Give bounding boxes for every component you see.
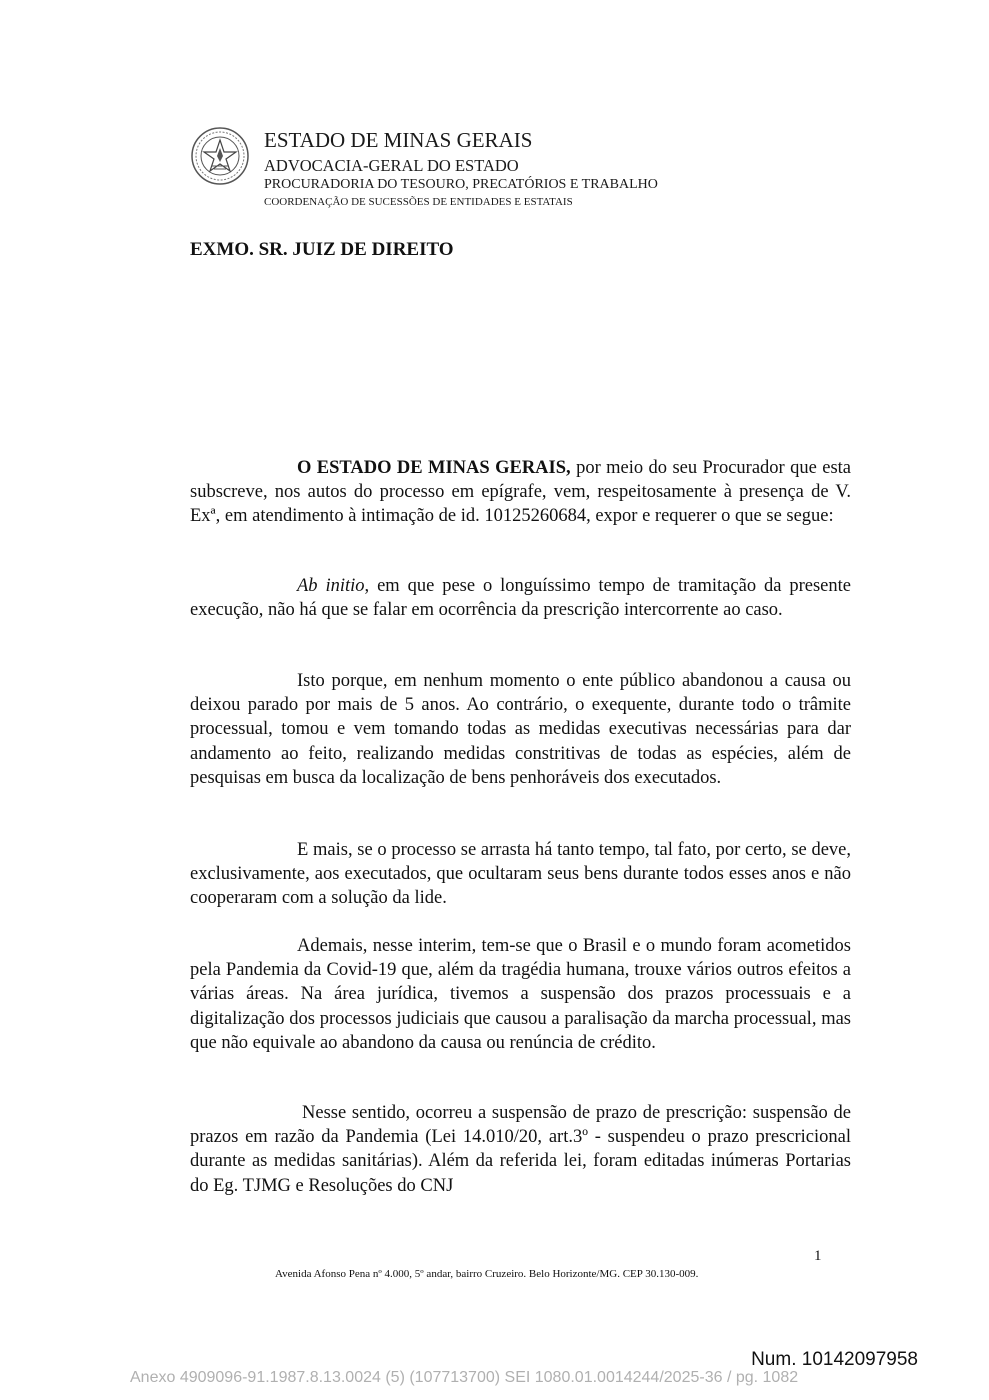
- addressee: EXMO. SR. JUIZ DE DIREITO: [190, 239, 454, 260]
- paragraph-2: [190, 574, 851, 622]
- paragraph-6-text: Nesse sentido, ocorreu a suspensão de prazo de prescrição: suspensão de prazos em razão da Pandemia (Lei 14.010/20, art.3º - suspendeu o prazo prescricional durante as medidas sanitárias). Além da referida lei, foram editadas inúmeras Portarias do Eg. TJMG e Resoluções do CNJ: [190, 1103, 851, 1196]
- paragraph-3-text: Isto porque, em nenhum momento o ente público abandonou a causa ou deixou parado por mais de 5 anos. Ao contrário, o exequente, durante todo o trâmite processual, tomou e vem tomando todas as medidas executivas necessárias para dar andamento ao feito, realizando medidas constritivas de todas as espécies, além de pesquisas em busca da localização de bens penhoráveis dos executados.: [190, 671, 851, 788]
- state-coat-of-arms-icon: [190, 126, 250, 186]
- paragraph-2-latin: Ab initio: [297, 576, 365, 596]
- paragraph-1-text: por meio do seu Procurador que esta subscreve, nos autos do processo em epígrafe, vem, respeitosamente à presença de V. Exª, em atendimento à intimação de id. 10125260684, expor e requerer o que se segue:: [190, 458, 852, 527]
- paragraph-6: [190, 1101, 851, 1198]
- paragraph-3: [190, 669, 851, 790]
- page-number: 1: [814, 1248, 822, 1264]
- paragraph-5-text: Ademais, nesse interim, tem-se que o Brasil e o mundo foram acometidos pela Pandemia da Covid-19 que, além da tragédia humana, trouxe vários outros efeitos a várias áreas. Na área jurídica, tivemos a suspensão dos prazos processuais e a digitalização dos processos judiciais que causou a paralisação da marcha processual, mas que não equivale ao abandono da causa ou renúncia de crédito.: [190, 936, 851, 1053]
- paragraph-1-lead: O ESTADO DE MINAS GERAIS,: [297, 458, 571, 478]
- paragraph-2-text: , em que pese o longuíssimo tempo de tramitação da presente execução, não há que se falar em ocorrência da prescrição intercorrente ao caso.: [190, 576, 851, 621]
- annex-stamp: Anexo 4909096-91.1987.8.13.0024 (5) (107713700) SEI 1080.01.0014244/2025-36 / pg. 1082: [130, 1369, 799, 1386]
- paragraph-5: [190, 934, 851, 1055]
- header-agency: ADVOCACIA-GERAL DO ESTADO: [264, 156, 519, 175]
- document-number-stamp: Num. 10142097958: [751, 1349, 918, 1370]
- paragraph-4-text: E mais, se o processo se arrasta há tanto tempo, tal fato, por certo, se deve, exclusivamente, aos executados, que ocultaram seus bens durante todos esses anos e não cooperaram com a solução da lide.: [190, 840, 851, 909]
- header-coordenacao: COORDENAÇÃO DE SUCESSÕES DE ENTIDADES E ESTATAIS: [264, 196, 573, 208]
- paragraph-1: [190, 456, 851, 529]
- paragraph-4: [190, 838, 851, 911]
- header-procuradoria: PROCURADORIA DO TESOURO, PRECATÓRIOS E TRABALHO: [264, 177, 658, 192]
- footer-address: Avenida Afonso Pena nº 4.000, 5º andar, bairro Cruzeiro. Belo Horizonte/MG. CEP 30.130-009.: [275, 1268, 699, 1280]
- header-state-name: ESTADO DE MINAS GERAIS: [264, 128, 533, 152]
